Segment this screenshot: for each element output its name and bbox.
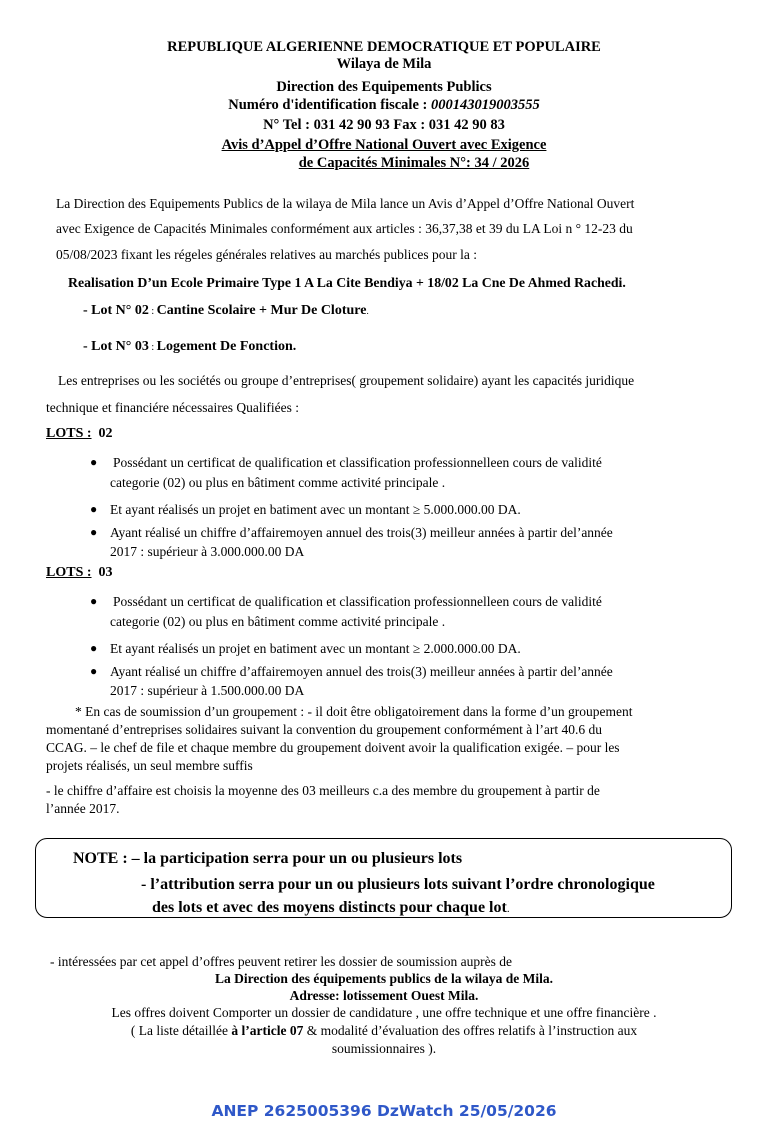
retrait-liste-article: à l’article 07 <box>231 1023 304 1038</box>
intro-line2: avec Exigence de Capacités Minimales conformément aux articles : 36,37,38 et 39 du LA Loi n ° 12-23 du <box>56 221 633 236</box>
note-line2: - l’attribution serra pour un ou plusieurs lots suivant l’ordre chronologique <box>141 876 655 893</box>
bullet-text-line2: 2017 : supérieur à 3.000.000.00 DA <box>110 544 305 559</box>
note-sep: : – <box>118 850 144 867</box>
lot03-line <box>83 339 296 356</box>
wilaya-heading: Wilaya de Mila <box>336 56 432 72</box>
retrait-line1: - intéressées par cet appel d’offres peuvent retirer les dossier de soumission auprès de <box>50 954 512 969</box>
bullet-text: Et ayant réalisés un projet en batiment avec un montant ≥ 5.000.000.00 DA. <box>110 502 521 517</box>
bullet-text-line1: Ayant réalisé un chiffre d’affairemoyen annuel des trois(3) meilleur années à partir del’année <box>110 664 613 679</box>
lot03-name: Logement De Fonction. <box>156 339 297 354</box>
contact-line: N° Tel : 031 42 90 93 Fax : 031 42 90 83 <box>263 117 505 133</box>
note-line1 <box>73 848 462 870</box>
bullet-text: Et ayant réalisés un projet en batiment avec un montant ≥ 2.000.000.00 DA. <box>110 641 521 656</box>
intro-line3: 05/08/2023 fixant les régeles générales relatives au marchés publices pour la : <box>56 247 477 262</box>
bullet-icon: ● <box>90 502 98 516</box>
avis-title-line1: Avis d’Appel d’Offre National Ouvert avec Exigence <box>221 137 547 153</box>
nif-value: 000143019003555 <box>430 97 540 113</box>
retrait-offres: Les offres doivent Comporter un dossier de candidature , une offre technique et une offre financière . <box>111 1005 657 1020</box>
retrait-address: Adresse: lotissement Ouest Mila. <box>289 988 479 1003</box>
lot02-prefix: - Lot N° 02 <box>83 303 149 318</box>
note-text3: des lots et avec des moyens distincts pour chaque lot <box>152 899 507 916</box>
note-label: NOTE <box>73 850 119 867</box>
eligibility-line1: Les entreprises ou les sociétés ou groupe d’entreprises( groupement solidaire) ayant les capacités juridique <box>58 373 635 388</box>
note-end: . <box>506 903 510 915</box>
direction-heading: Direction des Equipements Publics <box>276 79 492 95</box>
retrait-direction: La Direction des équipements publics de la wilaya de Mila. <box>214 971 553 986</box>
groupement-line3: CCAG. – le chef de file et chaque membre du groupement doivent avoir la qualification exigée. – pour les <box>46 740 620 755</box>
retrait-liste <box>0 1023 768 1039</box>
retrait-liste-a: ( La liste détaillée <box>130 1023 232 1038</box>
lots-number: 03 <box>98 565 113 580</box>
anep-footer: ANEP 2625005396 DzWatch 25/05/2026 <box>211 1102 557 1120</box>
bullet-icon: ● <box>90 455 98 469</box>
nif-label: Numéro d'identification fiscale : <box>228 97 431 113</box>
groupement-line4: projets réalisés, un seul membre suffis <box>46 758 253 773</box>
groupement-line2: momentané d’entreprises solidaires suivant la convention du groupement conformément à l’art 40.6 du <box>46 722 602 737</box>
lot02-end: . <box>366 306 369 316</box>
lots-number: 02 <box>98 426 113 441</box>
eligibility-line2: technique et financiére nécessaires Qualifiées : <box>46 400 299 415</box>
intro-line1: La Direction des Equipements Publics de la wilaya de Mila lance un Avis d’Appel d’Offre National Ouvert <box>56 196 635 211</box>
bullet-text-line2: 2017 : supérieur à 1.500.000.00 DA <box>110 683 305 698</box>
republic-heading: REPUBLIQUE ALGERIENNE DEMOCRATIQUE ET POPULAIRE <box>167 39 601 55</box>
bullet-text-line1: Possédant un certificat de qualification et classification professionnelleen cours de validité <box>113 455 602 470</box>
note-text1: la participation serra pour un ou plusieurs lots <box>143 850 463 867</box>
bullet-icon: ● <box>90 641 98 655</box>
lot02-sep: : <box>148 306 157 317</box>
bullet-icon: ● <box>90 525 98 539</box>
lot02-name: Cantine Scolaire + Mur De Cloture <box>156 303 367 318</box>
avis-title-line2: de Capacités Minimales N°: 34 / 2026 <box>298 155 530 171</box>
lots-label: LOTS : <box>46 565 92 580</box>
lot03-prefix: - Lot N° 03 <box>83 339 149 354</box>
lot03-sep: : <box>148 342 157 353</box>
bullet-icon: ● <box>90 594 98 608</box>
retrait-liste-c: & modalité d’évaluation des offres relatifs à l’instruction aux <box>303 1023 638 1038</box>
bullet-text-line1: Possédant un certificat de qualification et classification professionnelleen cours de validité <box>113 594 602 609</box>
groupement-line1: * En cas de soumission d’un groupement : - il doit être obligatoirement dans la forme d’un groupement <box>75 704 633 719</box>
bullet-text-line2: categorie (02) ou plus en bâtiment comme activité principale . <box>110 475 446 490</box>
lot02-line <box>83 303 369 320</box>
retrait-soumissionnaires: soumissionnaires ). <box>331 1041 437 1056</box>
lots-label: LOTS : <box>46 426 92 441</box>
note-line3 <box>152 897 510 920</box>
groupement-line6: l’année 2017. <box>46 801 120 816</box>
bullet-icon: ● <box>90 664 98 678</box>
lots-03-heading <box>46 565 113 581</box>
nif-line <box>0 97 768 114</box>
groupement-line5: - le chiffre d’affaire est choisis la moyenne des 03 meilleurs c.a des membre du groupement à partir de <box>46 783 600 798</box>
bullet-text-line2: categorie (02) ou plus en bâtiment comme activité principale . <box>110 614 446 629</box>
project-title: Realisation D’un Ecole Primaire Type 1 A La Cite Bendiya + 18/02 La Cne De Ahmed Rachedi. <box>68 275 626 290</box>
bullet-text-line1: Ayant réalisé un chiffre d’affairemoyen annuel des trois(3) meilleur années à partir del’année <box>110 525 613 540</box>
lots-02-heading <box>46 426 113 442</box>
